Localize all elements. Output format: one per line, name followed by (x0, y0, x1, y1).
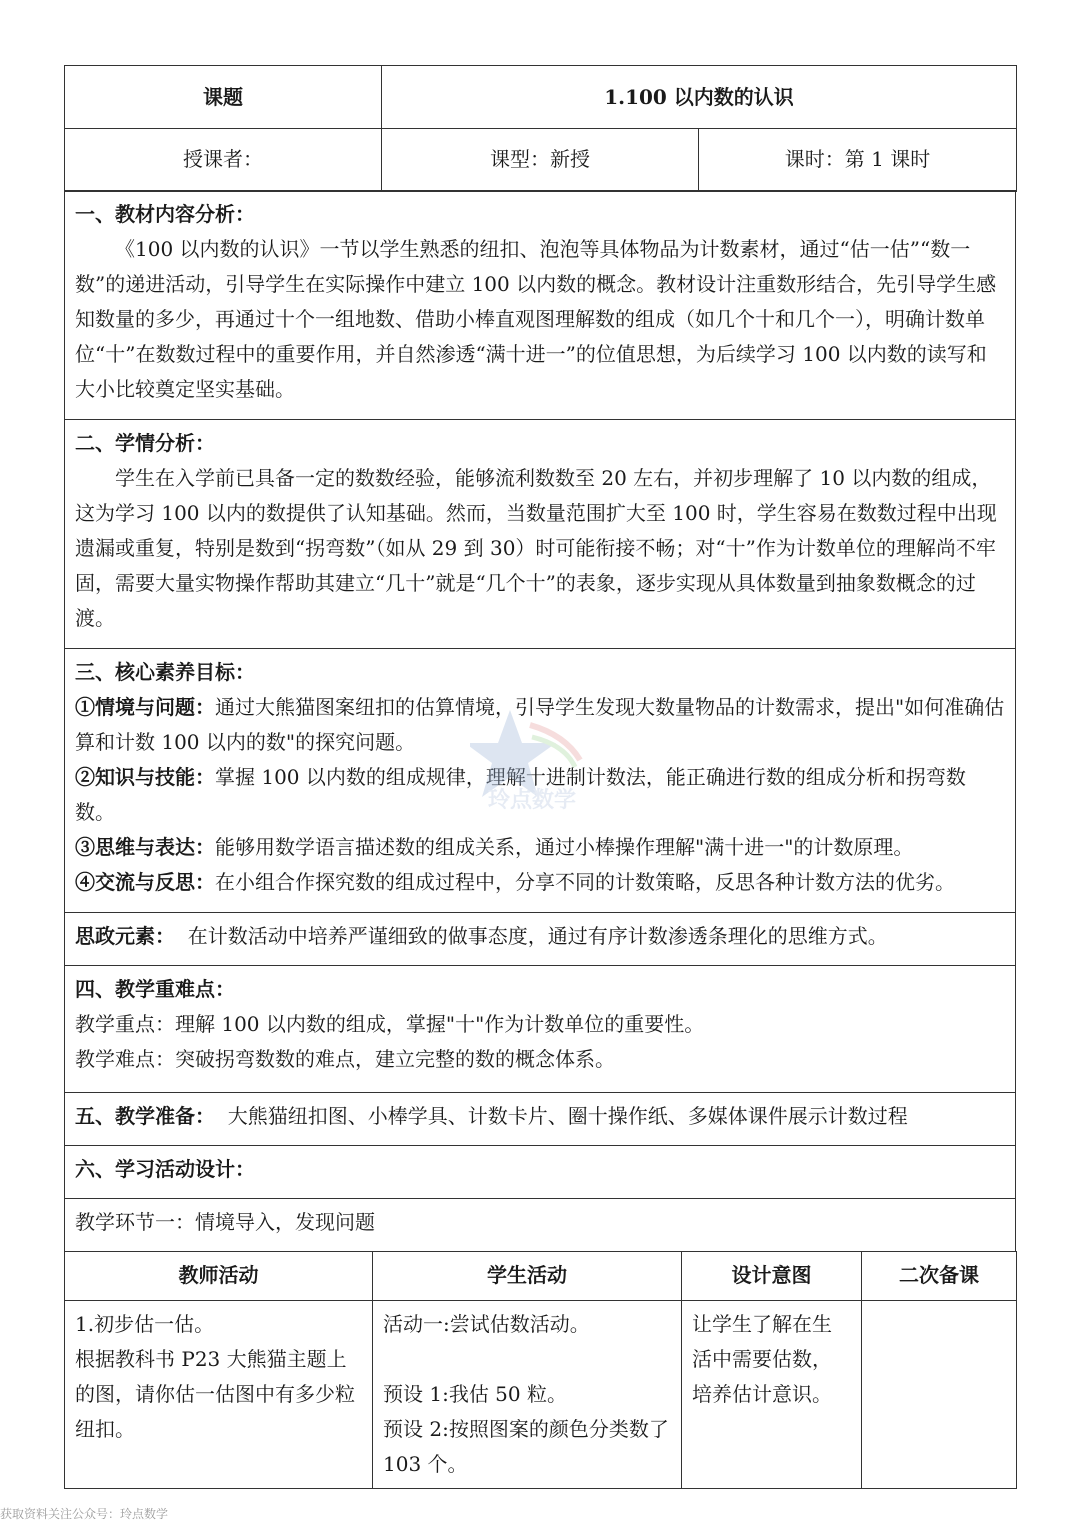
teaching-stage-row (65, 1199, 1016, 1252)
section-body: 学生在入学前已具备一定的数数经验，能够流利数数至 20 左右，并初步理解了 10 以内数的组成，这为学习 100 以内的数提供了认知基础。然而，当数量范围扩大至 100 时，学生容易在数数过程中出现遗漏或重复，特别是数到“拐弯数”（如从 29 到 30）时可能衔接不畅；对“十”作为计数单位的理解尚不牢固，需要大量实物操作帮助其建立“几十”就是“几个十”的表象，逐步实现从具体数量到抽象数概念的过渡。 (75, 466, 997, 630)
lesson-type: 课型：新授 (382, 128, 699, 191)
col-design-intent: 设计意图 (682, 1251, 862, 1300)
student-step: 预设 2:按照图案的颜色分类数了 103 个。 (383, 1416, 669, 1476)
section-title: 三、核心素养目标： (75, 660, 255, 684)
preparation-label: 五、教学准备： (75, 1104, 215, 1128)
teacher-step: 1.初步估一估。 (75, 1311, 215, 1336)
student-step: 活动一:尝试估数活动。 (383, 1311, 590, 1336)
key-point: 教学重点：理解 100 以内数的组成，掌握"十"作为计数单位的重要性。 (75, 1012, 705, 1036)
goal-text: 掌握 100 以内数的组成规律，理解十进制计数法，能正确进行数的组成分析和拐弯数数。 (75, 765, 966, 824)
goal-label: ②知识与技能： (75, 765, 215, 789)
ideology-text: 在计数活动中培养严谨细致的做事态度，通过有序计数渗透条理化的思维方式。 (187, 924, 888, 948)
ideology-row (65, 913, 1016, 966)
lesson-meta-table (64, 128, 1017, 192)
section-body: 《100 以内数的认识》一节以学生熟悉的纽扣、泡泡等具体物品为计数素材，通过“估一估”“数一数”的递进活动，引导学生在实际操作中建立 100 以内数的概念。教材设计注重数形结合，先引导学生感知数量的多少，再通过十个一组地数、借助小棒直观图理解数的组成（如几个十和几个一），明确计数单位“十”在数数过程中的重要作用，并自然渗透“满十进一”的位值思想，为后续学习 100 以内数的读写和大小比较奠定坚实基础。 (75, 237, 997, 401)
lesson-title: 1.100 以内数的认识 (382, 66, 1017, 129)
section-title: 二、学情分析： (75, 431, 215, 455)
watermark-logo (470, 705, 620, 815)
goal-text: 通过大熊猫图案纽扣的估算情境，引导学生发现大数量物品的计数需求，提出"如何准确估算和计数 100 以内的数"的探究问题。 (75, 695, 1005, 754)
section-title: 六、学习活动设计： (75, 1157, 255, 1181)
second-prep-cell (862, 1300, 1017, 1488)
activity-table (64, 1251, 1017, 1489)
footer-note: 获取资料关注公众号：玲点数学 (0, 1507, 169, 1521)
goal-item (75, 865, 1005, 900)
difficulty-point: 教学难点：突破拐弯数数的难点，建立完整的数的概念体系。 (75, 1047, 615, 1071)
student-activity-cell (373, 1300, 682, 1488)
student-analysis-section (65, 420, 1016, 649)
goal-item (75, 830, 1005, 865)
activity-design-title-row (65, 1146, 1016, 1199)
lesson-label: 课题 (65, 66, 382, 129)
watermark-text: 玲点数学 (488, 788, 577, 813)
col-student-activity: 学生活动 (373, 1251, 682, 1300)
teaching-stage: 教学环节一：情境导入，发现问题 (75, 1210, 375, 1234)
goal-label: ①情境与问题： (75, 695, 215, 719)
textbook-analysis-section (65, 191, 1016, 420)
col-teacher-activity: 教师活动 (65, 1251, 373, 1300)
ideology-label: 思政元素： (75, 924, 175, 948)
section-title: 一、教材内容分析： (75, 202, 255, 226)
col-second-prep: 二次备课 (862, 1251, 1017, 1300)
section-title: 四、教学重难点： (75, 977, 235, 1001)
teacher-step: 根据教科书 P23 大熊猫主题上的图，请你估一估图中有多少粒纽扣。 (75, 1346, 355, 1441)
preparation-text: 大熊猫纽扣图、小棒学具、计数卡片、圈十操作纸、多媒体课件展示计数过程 (227, 1104, 908, 1128)
goal-text: 在小组合作探究数的组成过程中，分享不同的计数策略，反思各种计数方法的优劣。 (215, 870, 955, 894)
goal-text: 能够用数学语言描述数的组成关系，通过小棒操作理解"满十进一"的计数原理。 (215, 835, 914, 859)
key-difficulty-section (65, 966, 1016, 1093)
teacher-activity-cell (65, 1300, 373, 1488)
student-step: 预设 1:我估 50 粒。 (383, 1381, 567, 1406)
preparation-row (65, 1093, 1016, 1146)
goal-label: ③思维与表达： (75, 835, 215, 859)
design-intent-cell: 让学生了解在生活中需要估数，培养估计意识。 (682, 1300, 862, 1488)
goal-label: ④交流与反思： (75, 870, 215, 894)
teacher-label: 授课者： (65, 128, 382, 191)
lesson-header-table (64, 65, 1017, 129)
lesson-period: 课时：第 1 课时 (699, 128, 1017, 191)
